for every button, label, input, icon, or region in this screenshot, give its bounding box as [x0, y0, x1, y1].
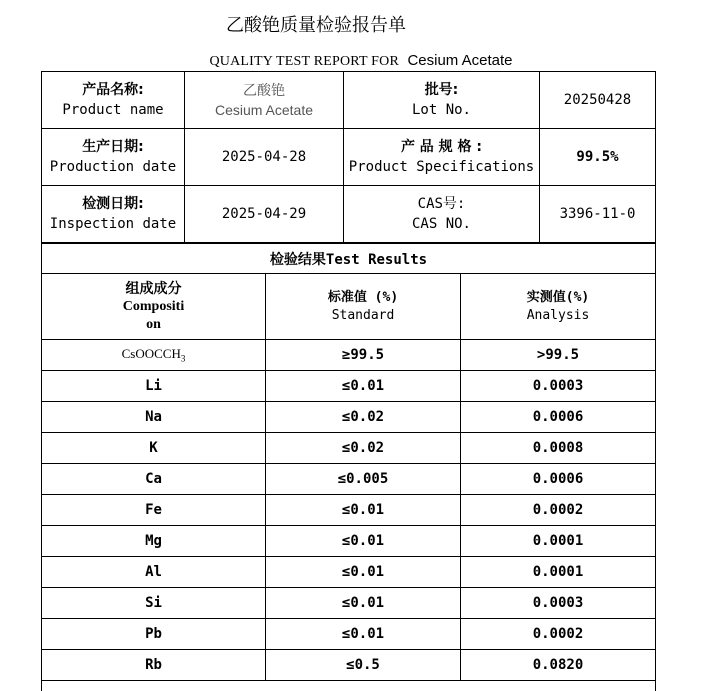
spec-label-cell: [344, 129, 540, 186]
table-row: [42, 340, 656, 371]
table-row: [42, 371, 656, 402]
element-cell: K: [42, 433, 266, 464]
standard-cell: ≤0.02: [266, 402, 461, 433]
analysis-header-en: Analysis: [461, 307, 655, 325]
table-row: [42, 588, 656, 619]
table-row: [42, 495, 656, 526]
element-cell: Al: [42, 557, 266, 588]
test-results-table: [41, 243, 656, 691]
element-cell: Ca: [42, 464, 266, 495]
spec-label-cn: 产 品 规 格 :: [344, 137, 539, 157]
formula-analysis: >99.5: [461, 340, 656, 371]
standard-cell: ≤0.01: [266, 495, 461, 526]
standard-cell: ≤0.01: [266, 371, 461, 402]
product-info-table: [41, 71, 656, 243]
table-row: [42, 433, 656, 464]
standard-cell: ≤0.02: [266, 433, 461, 464]
composition-header-en-1: Compositi: [42, 298, 265, 316]
inspection-date-label-cn: 检测日期:: [42, 194, 184, 214]
element-cell: Fe: [42, 495, 266, 526]
formula-standard: ≥99.5: [266, 340, 461, 371]
spec-value: 99.5%: [540, 129, 656, 186]
lot-label-en: Lot No.: [344, 100, 539, 120]
table-tail-cell: [42, 681, 656, 691]
info-row-production: [42, 129, 656, 186]
cas-value: 3396-11-0: [540, 186, 656, 243]
table-row: [42, 557, 656, 588]
table-row: [42, 619, 656, 650]
document-title: 乙酸铯质量检验报告单: [0, 11, 722, 37]
analysis-cell: 0.0003: [461, 588, 656, 619]
inspection-date-label-en: Inspection date: [42, 214, 184, 234]
product-name-value-cn: 乙酸铯: [185, 80, 343, 100]
table-row: [42, 402, 656, 433]
standard-cell: ≤0.5: [266, 650, 461, 681]
standard-header: [266, 274, 461, 340]
standard-cell: ≤0.01: [266, 619, 461, 650]
product-name-label-en: Product name: [42, 100, 184, 120]
production-date-label-cn: 生产日期:: [42, 137, 184, 157]
product-name-label-cell: [42, 72, 185, 129]
analysis-cell: 0.0006: [461, 402, 656, 433]
element-cell: Rb: [42, 650, 266, 681]
formula-main: CsOOCCH: [122, 346, 181, 361]
lot-value: 20250428: [540, 72, 656, 129]
composition-header: [42, 274, 266, 340]
results-heading-row: [42, 244, 656, 274]
table-tail-row: [42, 681, 656, 691]
lot-label-cell: [344, 72, 540, 129]
product-name-value-cell: [185, 72, 344, 129]
element-cell: Si: [42, 588, 266, 619]
analysis-cell: 0.0001: [461, 526, 656, 557]
cas-label-en: CAS NO.: [344, 214, 539, 234]
standard-cell: ≤0.01: [266, 557, 461, 588]
results-column-header-row: [42, 274, 656, 340]
element-cell: Li: [42, 371, 266, 402]
lot-label-cn: 批号:: [344, 80, 539, 100]
cas-label-cell: [344, 186, 540, 243]
analysis-cell: 0.0006: [461, 464, 656, 495]
analysis-cell: 0.0820: [461, 650, 656, 681]
analysis-cell: 0.0002: [461, 495, 656, 526]
production-date-label-cell: [42, 129, 185, 186]
table-row: [42, 464, 656, 495]
spec-label-en: Product Specifications: [344, 157, 539, 177]
analysis-cell: 0.0002: [461, 619, 656, 650]
analysis-header: [461, 274, 656, 340]
analysis-cell: 0.0003: [461, 371, 656, 402]
inspection-date-value: 2025-04-29: [185, 186, 344, 243]
info-row-product: [42, 72, 656, 129]
element-cell: Na: [42, 402, 266, 433]
info-row-inspection: [42, 186, 656, 243]
analysis-cell: 0.0001: [461, 557, 656, 588]
composition-header-en-2: on: [42, 316, 265, 334]
table-row: [42, 526, 656, 557]
inspection-date-label-cell: [42, 186, 185, 243]
product-name-label-cn: 产品名称:: [42, 80, 184, 100]
analysis-cell: 0.0008: [461, 433, 656, 464]
analysis-header-cn: 实测值(%): [461, 289, 655, 307]
standard-cell: ≤0.01: [266, 526, 461, 557]
formula-cell: [42, 340, 266, 371]
element-cell: Mg: [42, 526, 266, 557]
product-name-value-en: Cesium Acetate: [185, 100, 343, 120]
production-date-label-en: Production date: [42, 157, 184, 177]
standard-cell: ≤0.01: [266, 588, 461, 619]
standard-header-en: Standard: [266, 307, 460, 325]
production-date-value: 2025-04-28: [185, 129, 344, 186]
element-cell: Pb: [42, 619, 266, 650]
document-subtitle: [0, 52, 722, 70]
table-row: [42, 650, 656, 681]
subtitle-product: Cesium Acetate: [407, 52, 512, 69]
standard-header-cn: 标准值 (%): [266, 289, 460, 307]
cas-label-cn: CAS号:: [344, 194, 539, 214]
standard-cell: ≤0.005: [266, 464, 461, 495]
results-heading: 检验结果Test Results: [42, 244, 656, 274]
subtitle-prefix: QUALITY TEST REPORT FOR: [209, 54, 399, 69]
formula-subscript: 3: [181, 354, 186, 364]
composition-header-cn: 组成成分: [42, 280, 265, 298]
